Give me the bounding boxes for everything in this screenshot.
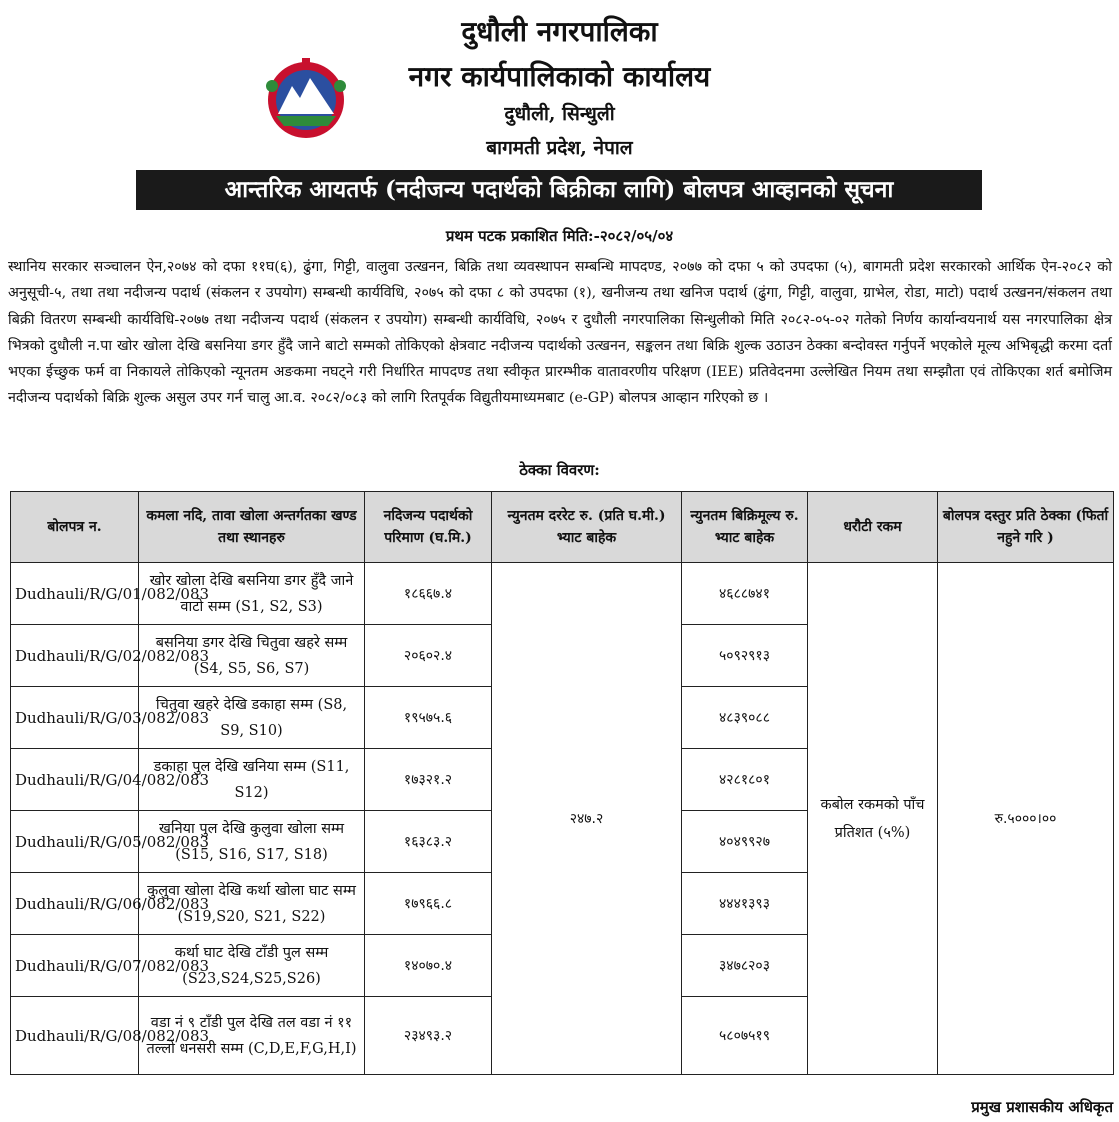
quantity-cell: १४०७०.४ xyxy=(365,935,492,997)
notice-body: स्थानिय सरकार सञ्चालन ऐन,२०७४ को दफा ११घ(६), ढुंगा, गिट्टी, वालुवा उत्खनन, बिक्रि तथा व्यवस्थापन सम्बन्धि मापदण्ड, २०७७ को दफा ५ को उपदफा (५), बागमती प्रदेश सरकारको आर्थिक ऐन-२०८२ को अनुसूची-५, तथा तथा नदीजन्य पदार्थ (संकलन र उपयोग) सम्बन्धी कार्यविधि, २०७५ को दफा ८ को उपदफा (१), खनीजन्य तथा खनिज पदार्थ (ढुंगा, गिट्टी, वालुवा, ग्राभेल, रोडा, माटो) पदार्थ उत्खनन/संकलन तथा बिक्री वितरण सम्बन्धी कार्यविधि-२०७७ तथा नदीजन्य पदार्थ (संकलन र उपयोग) सम्बन्धी कार्यविधि, २०७५ र दुधौली नगरपालिका सिन्धुलीको मिति २०८२-०५-०२ गतेको निर्णय कार्यान्वयनार्थ यस नगरपालिका क्षेत्र भित्रको दुधौली न.पा खोर खोला देखि बसनिया डगर हुँदै जाने बाटो सम्मको तोकिएको क्षेत्रवाट नदीजन्य पदार्थको उत्खनन, सङ्कलन तथा बिक्रि शुल्क उठाउन ठेक्का बन्दोवस्त गर्नुपर्ने भएकोले मूल्य अभिबृद्धी करमा दर्ता भएका ईच्छुक फर्म वा निकायले तोकिएको न्यूनतम अङकमा नघट्ने गरी निर्धारित मापदण्ड तथा स्वीकृत प्रारम्भीक वातावरणीय परिक्षण (IEE) प्रतिवेदनमा उल्लेखित नियम तथा सम्झौता एवं तोकिएका शर्त बमोजिम नदीजन्य पदार्थको बिक्रि शुल्क असुल उपर गर्न चालु आ.व. २०८२/०८३ को लागि रितपूर्वक विद्युतीयमाध्यमबाट (e-GP) बोलपत्र आव्हान गरिएको छ । xyxy=(8,259,1112,407)
header-min-rate: न्युनतम दररेट रु. (प्रति घ.मी.) भ्याट बाहेक xyxy=(492,492,682,563)
office-location: दुधौली, सिन्धुली xyxy=(504,103,615,125)
bid-no-cell: Dudhauli/R/G/04/082/083 xyxy=(11,749,139,811)
header-bid-no: बोलपत्र न. xyxy=(11,492,139,563)
municipality-name: दुधौली नगरपालिका xyxy=(461,15,658,48)
header-quantity: नदिजन्य पदार्थको परिमाण (घ.मि.) xyxy=(365,492,492,563)
header-min-price: न्युनतम बिक्रिमूल्य रु. भ्याट बाहेक xyxy=(682,492,808,563)
published-date: प्रथम पटक प्रकाशित मिति:-२०८२/०५/०४ xyxy=(445,227,674,245)
bid-fee-cell: रु.५०००।०० xyxy=(938,563,1114,1075)
bid-no-cell: Dudhauli/R/G/01/082/083 xyxy=(11,563,139,625)
bid-no-cell: Dudhauli/R/G/05/082/083 xyxy=(11,811,139,873)
bid-no-cell: Dudhauli/R/G/08/082/083 xyxy=(11,997,139,1075)
quantity-cell: २०६०२.४ xyxy=(365,625,492,687)
location-cell: कुलुवा खोला देखि कर्था खोला घाट सम्म (S19,S20, S21, S22) xyxy=(139,873,365,935)
bid-no-cell: Dudhauli/R/G/06/082/083 xyxy=(11,873,139,935)
min-rate-cell: २४७.२ xyxy=(492,563,682,1075)
letterhead xyxy=(0,0,1119,165)
notice-title-banner: आन्तरिक आयतर्फ (नदीजन्य पदार्थको बिक्रीका लागि) बोलपत्र आव्हानको सूचना xyxy=(136,170,982,210)
deposit-cell: कबोल रकमको पाँच प्रतिशत (५%) xyxy=(808,563,938,1075)
location-cell: खोर खोला देखि बसनिया डगर हुँदै जाने वाटो सम्म (S1, S2, S3) xyxy=(139,563,365,625)
location-cell: बसनिया डगर देखि चितुवा खहरे सम्म (S4, S5, S6, S7) xyxy=(139,625,365,687)
bid-no-cell: Dudhauli/R/G/03/082/083 xyxy=(11,687,139,749)
quantity-cell: १७९६६.८ xyxy=(365,873,492,935)
signatory-title: प्रमुख प्रशासकीय अधिकृत xyxy=(971,1098,1113,1116)
location-cell: खनिया पुल देखि कुलुवा खोला सम्म (S15, S16, S17, S18) xyxy=(139,811,365,873)
quantity-cell: १६३८३.२ xyxy=(365,811,492,873)
table-title: ठेक्का विवरण: xyxy=(519,461,600,479)
location-cell: डकाहा पुल देखि खनिया सम्म (S11, S12) xyxy=(139,749,365,811)
header-location: कमला नदि, तावा खोला अन्तर्गतका खण्ड तथा स्थानहरु xyxy=(139,492,365,563)
table-row xyxy=(11,563,1114,625)
quantity-cell: २३४९३.२ xyxy=(365,997,492,1075)
min-price-cell: ४२८१८०१ xyxy=(682,749,808,811)
header-bid-fee: बोलपत्र दस्तुर प्रति ठेक्का (फिर्ता नहुने गरि ) xyxy=(938,492,1114,563)
location-cell: चितुवा खहरे देखि डकाहा सम्म (S8, S9, S10) xyxy=(139,687,365,749)
quantity-cell: १९५७५.६ xyxy=(365,687,492,749)
min-price-cell: ४८३९०८८ xyxy=(682,687,808,749)
bid-no-cell: Dudhauli/R/G/02/082/083 xyxy=(11,625,139,687)
quantity-cell: १८६६७.४ xyxy=(365,563,492,625)
province-country: बागमती प्रदेश, नेपाल xyxy=(486,137,633,159)
min-price-cell: ५८०७५१९ xyxy=(682,997,808,1075)
quantity-cell: १७३२१.२ xyxy=(365,749,492,811)
min-price-cell: ५०९२९१३ xyxy=(682,625,808,687)
table-header-row xyxy=(11,492,1114,563)
min-price-cell: ४०४९९२७ xyxy=(682,811,808,873)
header-deposit: धरौटी रकम xyxy=(808,492,938,563)
contract-details-table xyxy=(10,491,1114,1075)
location-cell: कर्था घाट देखि टाँडी पुल सम्म (S23,S24,S25,S26) xyxy=(139,935,365,997)
bid-no-cell: Dudhauli/R/G/07/082/083 xyxy=(11,935,139,997)
min-price-cell: ३४७८२०३ xyxy=(682,935,808,997)
office-name: नगर कार्यपालिकाको कार्यालय xyxy=(408,60,711,93)
min-price-cell: ४४४१३९३ xyxy=(682,873,808,935)
location-cell: वडा नं ९ टाँडी पुल देखि तल वडा नं ११ तल्लो धनसरी सम्म (C,D,E,F,G,H,I) xyxy=(139,997,365,1075)
min-price-cell: ४६८८७४१ xyxy=(682,563,808,625)
